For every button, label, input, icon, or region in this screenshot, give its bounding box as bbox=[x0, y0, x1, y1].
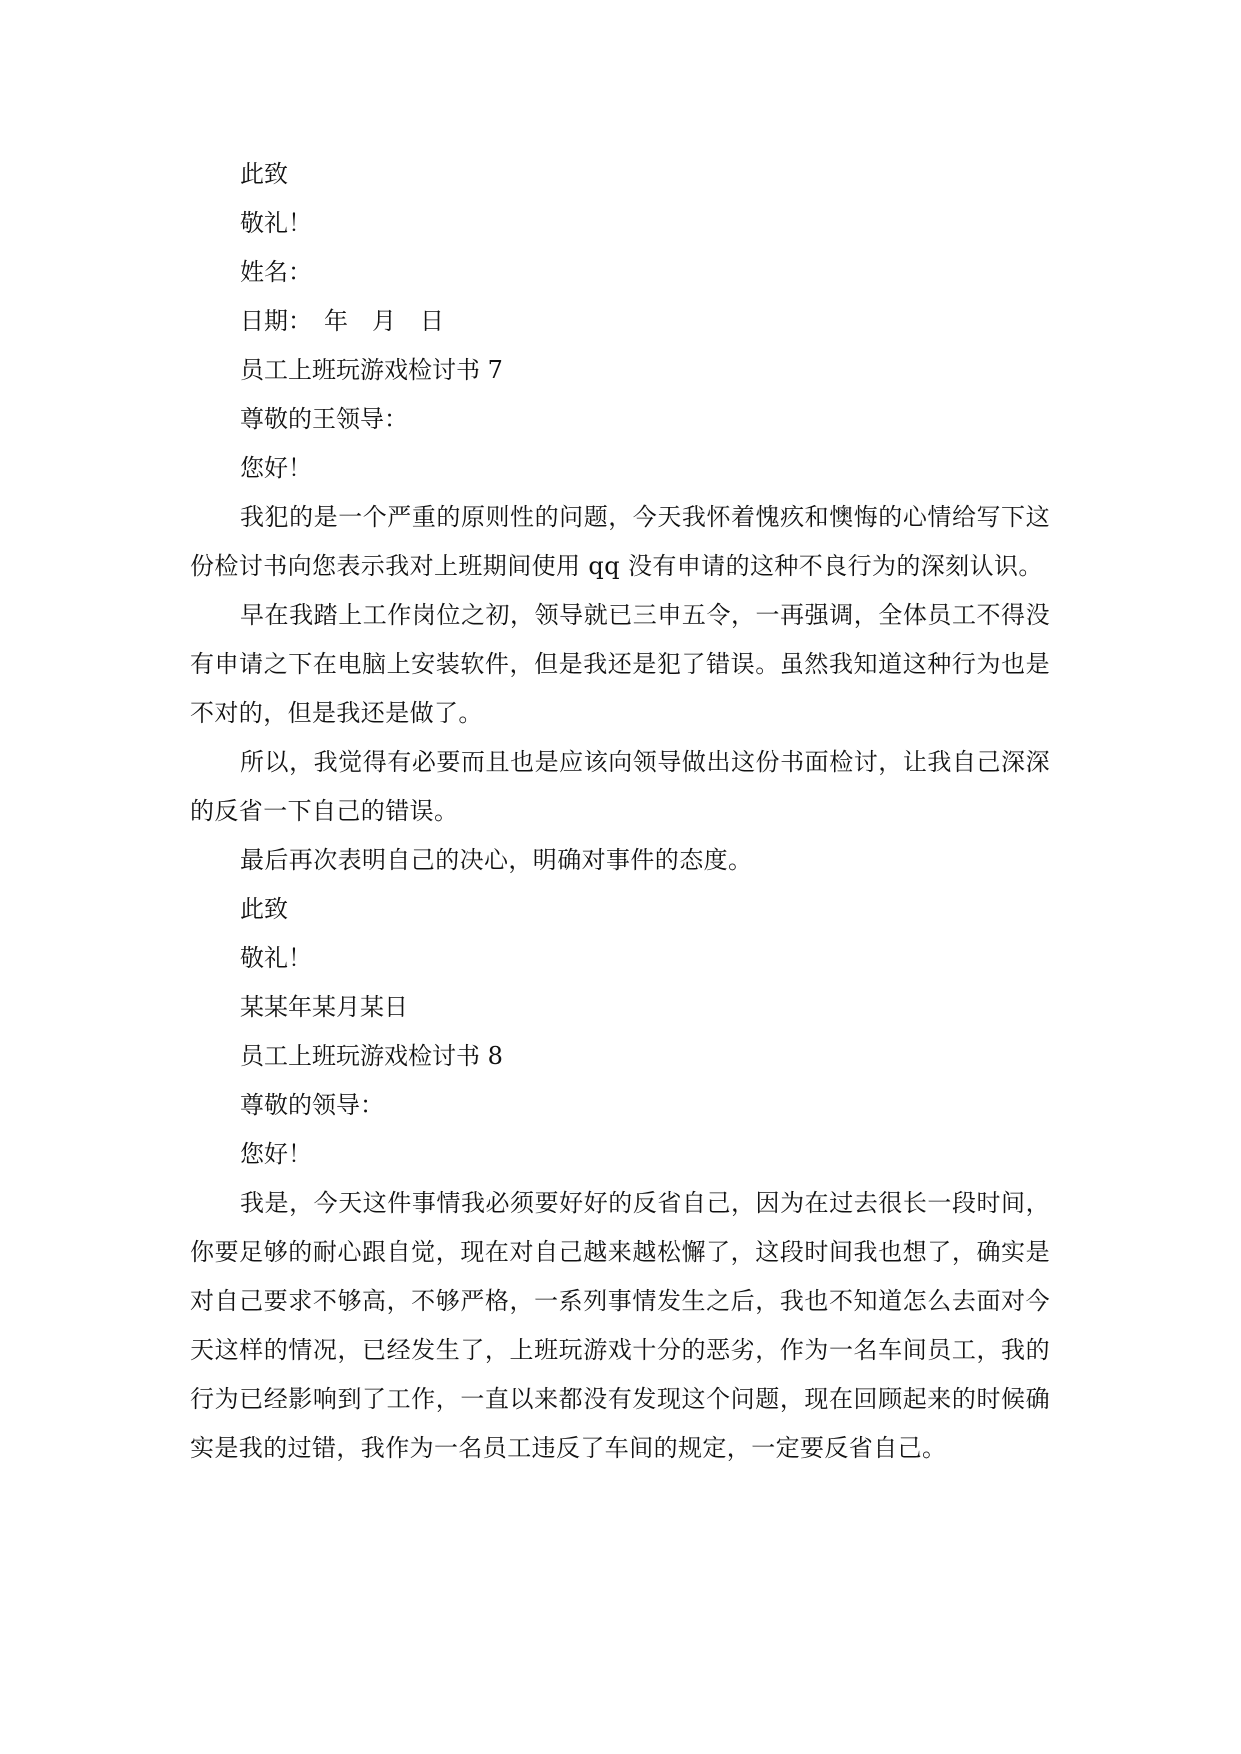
closing-text: 此致 bbox=[240, 160, 288, 188]
letter8-paragraph-1: 我是，今天这件事情我必须要好好的反省自己，因为在过去很长一段时间，你要足够的耐心跟自觉，现在对自己越来越松懈了，这段时间我也想了，确实是对自己要求不够高，不够严格，一系列事情发生之后，我也不知道怎么去面对今天这样的情况，已经发生了，上班玩游戏十分的恶劣，作为一名车间员工，我的行为已经影响到了工作，一直以来都没有发现这个问题，现在回顾起来的时候确实是我的过错，我作为一名员工违反了车间的规定，一定要反省自己。 bbox=[190, 1189, 1050, 1462]
letter8-recipient: 尊敬的领导： bbox=[240, 1091, 384, 1119]
letter7-closing: 此致 bbox=[240, 895, 288, 923]
letter7-greeting: 您好！ bbox=[240, 454, 312, 482]
letter7-paragraph-1: 我犯的是一个严重的原则性的问题，今天我怀着愧疚和懊悔的心情给写下这份检讨书向您表示我对上班期间使用 qq 没有申请的这种不良行为的深刻认识。 bbox=[190, 503, 1050, 580]
salute-text: 敬礼！ bbox=[240, 209, 312, 237]
letter7-recipient: 尊敬的王领导： bbox=[240, 405, 408, 433]
letter8-title: 员工上班玩游戏检讨书 8 bbox=[240, 1042, 503, 1070]
letter7-paragraph-4: 最后再次表明自己的决心，明确对事件的态度。 bbox=[240, 846, 753, 874]
date-line: 日期： 年 月 日 bbox=[240, 307, 444, 335]
document-page bbox=[190, 150, 1050, 1473]
letter7-paragraph-2: 早在我踏上工作岗位之初，领导就已三申五令，一再强调，全体员工不得没有申请之下在电脑上安装软件，但是我还是犯了错误。虽然我知道这种行为也是不对的，但是我还是做了。 bbox=[190, 601, 1050, 727]
name-line: 姓名： bbox=[240, 258, 312, 286]
letter7-salute: 敬礼！ bbox=[240, 944, 312, 972]
letter7-title: 员工上班玩游戏检讨书 7 bbox=[240, 356, 503, 384]
letter8-greeting: 您好！ bbox=[240, 1140, 312, 1168]
letter7-date: 某某年某月某日 bbox=[240, 993, 408, 1021]
letter7-paragraph-3: 所以，我觉得有必要而且也是应该向领导做出这份书面检讨，让我自己深深的反省一下自己的错误。 bbox=[190, 748, 1050, 825]
